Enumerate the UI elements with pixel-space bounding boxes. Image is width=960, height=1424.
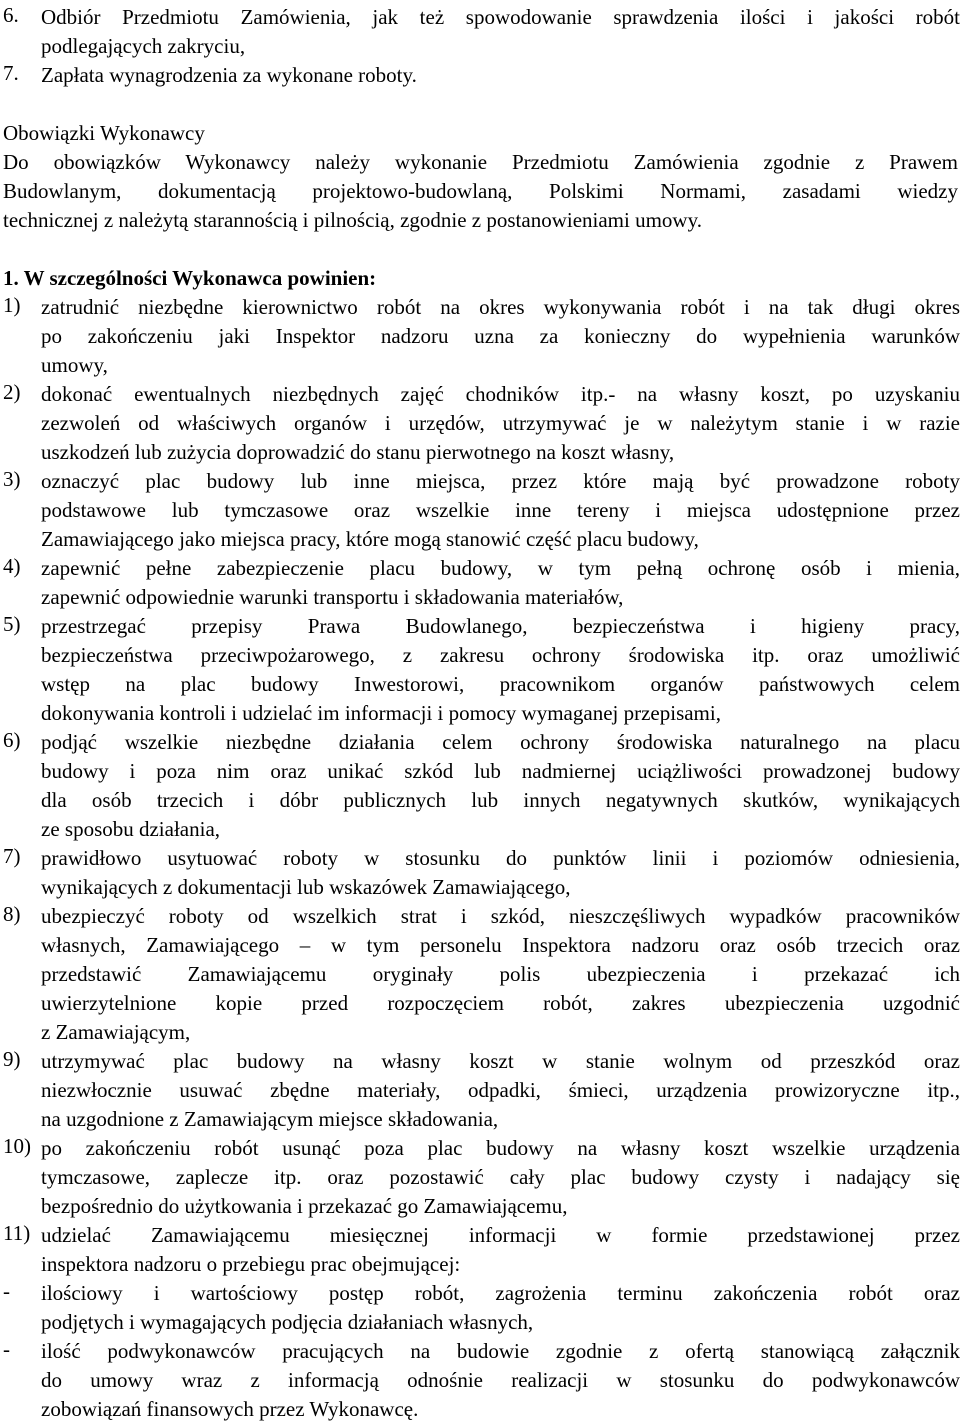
list-item bbox=[3, 467, 960, 554]
text-line: wstęp na plac budowy Inwestorowi, pracownikom organów państwowych celem bbox=[41, 672, 960, 696]
text-line: Odbiór Przedmiotu Zamówienia, jak też spowodowanie sprawdzenia ilości i jakości robót bbox=[41, 5, 960, 29]
list-item-text bbox=[41, 844, 960, 902]
text-line: utrzymywać plac budowy na własny koszt w stanie wolnym od przeszkód oraz bbox=[41, 1049, 960, 1073]
list-item bbox=[3, 1221, 960, 1279]
list-item-number: 4) bbox=[3, 554, 21, 578]
top-list bbox=[3, 3, 960, 90]
list-item-text bbox=[41, 3, 960, 61]
text-line: zezwoleń od właściwych organów i urzędów, utrzymywać je w należytym stanie i w razie bbox=[41, 411, 960, 435]
text-line: tymczasowe, zaplecze itp. oraz pozostawić cały plac budowy czysty i nadający się bbox=[41, 1165, 960, 1189]
list-item bbox=[3, 844, 960, 902]
list-item-number: 6) bbox=[3, 728, 21, 752]
list-item-text bbox=[41, 1279, 960, 1337]
text-line: przestrzegać przepisy Prawa Budowlanego, bezpieczeństwa i higieny pracy, bbox=[41, 614, 960, 638]
section-heading: Obowiązki Wykonawcy bbox=[3, 121, 205, 145]
list-item bbox=[3, 728, 960, 844]
list-item-number: - bbox=[3, 1337, 10, 1361]
text-line: bezpośrednio do użytkowania i przekazać go Zamawiającemu, bbox=[41, 1194, 568, 1218]
list-item-number: 1) bbox=[3, 293, 21, 317]
list-item bbox=[3, 1337, 960, 1424]
subheading-number: 1. bbox=[3, 266, 19, 290]
list-item bbox=[3, 380, 960, 467]
list-item-text bbox=[41, 902, 960, 1047]
list-item bbox=[3, 554, 960, 612]
text-line: wynikających z dokumentacji lub wskazówek Zamawiającego, bbox=[41, 875, 571, 899]
text-line: do umowy wraz z informacją odnośnie realizacji w stosunku do podwykonawców bbox=[41, 1368, 960, 1392]
list-item-number: 6. bbox=[3, 3, 19, 27]
text-line: z Zamawiającym, bbox=[41, 1020, 191, 1044]
text-line: podjętych i wymagających podjęcia działaniach własnych, bbox=[41, 1310, 534, 1334]
text-line: zapewnić odpowiednie warunki transportu i składowania materiałów, bbox=[41, 585, 624, 609]
text-line: dokonywania kontroli i udzielać im informacji i pomocy wymaganej przepisami, bbox=[41, 701, 721, 725]
text-line: uwierzytelnione kopie przed rozpoczęciem robót, zakres ubezpieczenia uzgodnić bbox=[41, 991, 960, 1015]
list-item-number: - bbox=[3, 1279, 10, 1303]
list-item bbox=[3, 1279, 960, 1337]
list-item-number: 3) bbox=[3, 467, 21, 491]
list-item-text bbox=[41, 1047, 960, 1134]
subheading bbox=[3, 264, 960, 293]
list-item-text bbox=[41, 1337, 960, 1424]
text-line: podstawowe lub tymczasowe oraz wszelkie inne tereny i miejsca udostępnione przez bbox=[41, 498, 960, 522]
text-line: Zapłata wynagrodzenia za wykonane roboty. bbox=[41, 63, 417, 87]
text-line: niezwłocznie usuwać zbędne materiały, odpadki, śmieci, urządzenia prowizoryczne itp., bbox=[41, 1078, 960, 1102]
subheading-text: W szczególności Wykonawca powinien: bbox=[23, 266, 377, 290]
list-item-6 bbox=[3, 3, 960, 61]
list-item-number: 7. bbox=[3, 61, 19, 85]
text-line: ubezpieczyć roboty od wszelkich strat i szkód, nieszczęśliwych wypadków pracowników bbox=[41, 904, 960, 928]
list-item-text bbox=[41, 467, 960, 554]
list-item-text bbox=[41, 1221, 960, 1279]
text-line: po zakończeniu robót usunąć poza plac budowy na własny koszt wszelkie urządzenia bbox=[41, 1136, 960, 1160]
text-line: Budowlanym, dokumentacją projektowo-budowlaną, Polskimi Normami, zasadami wiedzy bbox=[3, 179, 958, 203]
text-line: Zamawiającego jako miejsca pracy, które mogą stanowić część placu budowy, bbox=[41, 527, 699, 551]
text-line: ze sposobu działania, bbox=[41, 817, 221, 841]
text-line: zatrudnić niezbędne kierownictwo robót na okres wykonywania robót i na tak długi okres bbox=[41, 295, 960, 319]
text-line: Do obowiązków Wykonawcy należy wykonanie Przedmiotu Zamówienia zgodnie z Prawem bbox=[3, 150, 958, 174]
obligation-list bbox=[3, 293, 960, 1424]
intro-paragraph bbox=[3, 148, 960, 235]
text-line: własnych, Zamawiającego – w tym personelu Inspektora nadzoru oraz osób trzecich oraz bbox=[41, 933, 960, 957]
list-item-number: 5) bbox=[3, 612, 21, 636]
text-line: umowy, bbox=[41, 353, 108, 377]
list-item-text bbox=[41, 728, 960, 844]
list-item bbox=[3, 902, 960, 1047]
list-item-text bbox=[41, 612, 960, 728]
list-item-number: 2) bbox=[3, 380, 21, 404]
text-line: inspektora nadzoru o przebiegu prac obejmującej: bbox=[41, 1252, 461, 1276]
list-item-number: 10) bbox=[3, 1134, 31, 1158]
spacer bbox=[3, 235, 960, 264]
list-item-number: 8) bbox=[3, 902, 21, 926]
text-line: przedstawić Zamawiającemu oryginały polis ubezpieczenia i przekazać ich bbox=[41, 962, 960, 986]
list-item-number: 9) bbox=[3, 1047, 21, 1071]
text-line: podjąć wszelkie niezbędne działania celem ochrony środowiska naturalnego na placu bbox=[41, 730, 960, 754]
text-line: ilość podwykonawców pracujących na budowie zgodnie z ofertą stanowiącą załącznik bbox=[41, 1339, 960, 1363]
text-line: budowy i poza nim oraz unikać szkód lub nadmiernej uciążliwości prowadzonej budowy bbox=[41, 759, 960, 783]
list-item-number: 11) bbox=[3, 1221, 31, 1245]
list-item-number: 7) bbox=[3, 844, 21, 868]
text-line: dokonać ewentualnych niezbędnych zajęć chodników itp.- na własny koszt, po uzyskaniu bbox=[41, 382, 960, 406]
text-line: zapewnić pełne zabezpieczenie placu budowy, w tym pełną ochronę osób i mienia, bbox=[41, 556, 960, 580]
text-line: technicznej z należytą starannością i pilnością, zgodnie z postanowieniami umowy. bbox=[3, 208, 702, 232]
list-item bbox=[3, 1134, 960, 1221]
list-item-text bbox=[41, 554, 960, 612]
text-line: na uzgodnione z Zamawiającym miejsce składowania, bbox=[41, 1107, 499, 1131]
spacer bbox=[3, 90, 960, 119]
list-item-text bbox=[41, 61, 960, 90]
text-line: udzielać Zamawiającemu miesięcznej informacji w formie przedstawionej przez bbox=[41, 1223, 960, 1247]
text-line: po zakończeniu jaki Inspektor nadzoru uzna za konieczny do wypełnienia warunków bbox=[41, 324, 960, 348]
list-item-text bbox=[41, 293, 960, 380]
text-line: zobowiązań finansowych przez Wykonawcę. bbox=[41, 1397, 419, 1421]
list-item bbox=[3, 293, 960, 380]
text-line: podlegających zakryciu, bbox=[41, 34, 246, 58]
list-item bbox=[3, 612, 960, 728]
text-line: bezpieczeństwa przeciwpożarowego, z zakresu ochrony środowiska itp. oraz umożliwić bbox=[41, 643, 960, 667]
text-line: uszkodzeń lub zużycia doprowadzić do stanu pierwotnego na koszt własny, bbox=[41, 440, 675, 464]
list-item-text bbox=[41, 380, 960, 467]
list-item-7 bbox=[3, 61, 960, 90]
list-item-text bbox=[41, 1134, 960, 1221]
list-item bbox=[3, 1047, 960, 1134]
text-line: ilościowy i wartościowy postęp robót, zagrożenia terminu zakończenia robót oraz bbox=[41, 1281, 960, 1305]
text-line: dla osób trzecich i dóbr publicznych lub innych negatywnych skutków, wynikających bbox=[41, 788, 960, 812]
text-line: oznaczyć plac budowy lub inne miejsca, przez które mają być prowadzone roboty bbox=[41, 469, 960, 493]
text-line: prawidłowo usytuować roboty w stosunku do punktów linii i poziomów odniesienia, bbox=[41, 846, 960, 870]
